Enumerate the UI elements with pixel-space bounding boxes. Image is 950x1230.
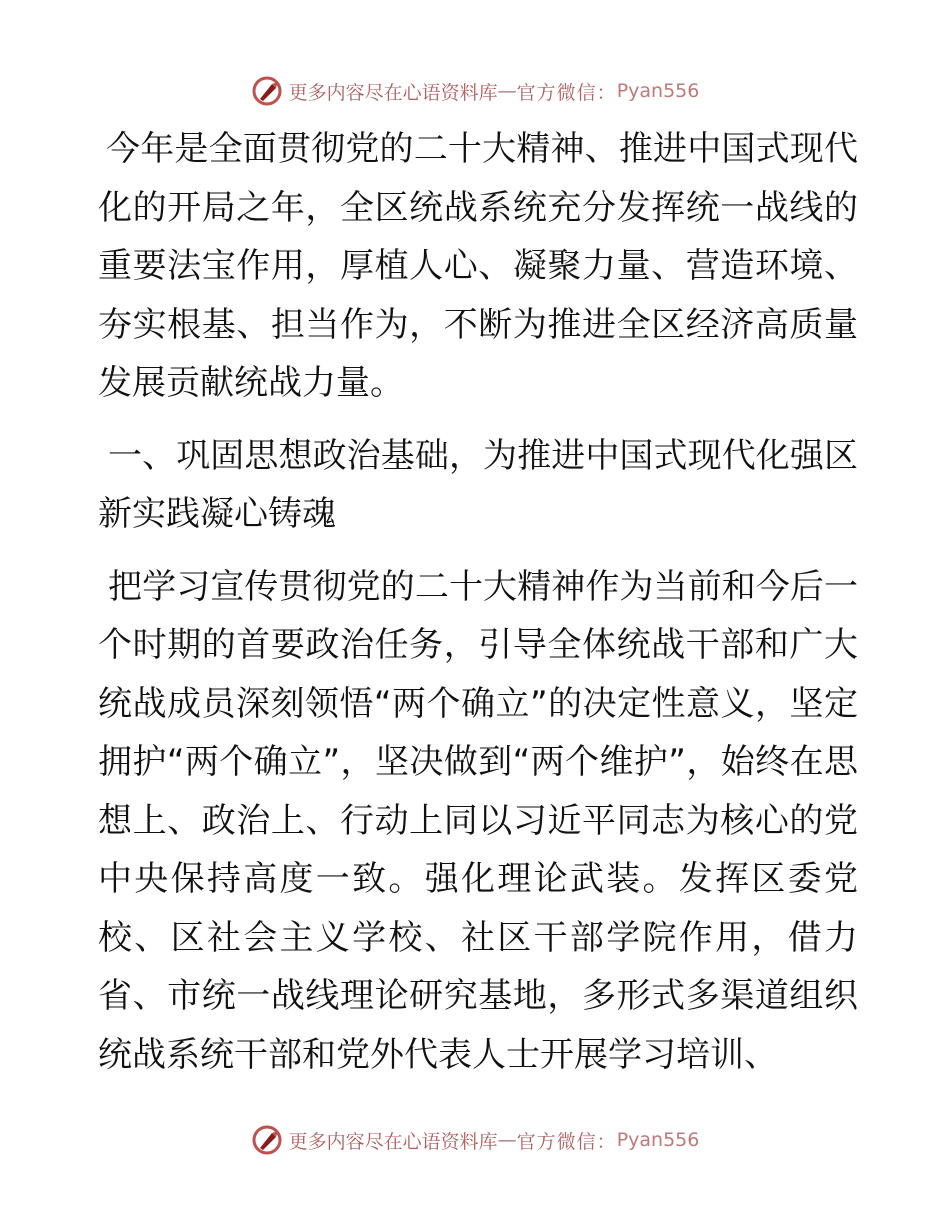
wechat-label: 官方微信： bbox=[516, 1130, 617, 1153]
wechat-id: Pyan556 bbox=[616, 1129, 700, 1151]
banner-text: 更多内容尽在心语资料库 bbox=[288, 81, 498, 104]
section-heading: 一、巩固思想政治基础，为推进中国式现代化强区新实践凝心铸魂 bbox=[98, 435, 858, 534]
document-body bbox=[98, 120, 858, 1084]
wechat-id: Pyan556 bbox=[616, 80, 700, 102]
pen-nib-logo-icon bbox=[251, 1124, 283, 1156]
intro-paragraph: 今年是全面贯彻党的二十大精神、推进中国式现代化的开局之年，全区统战系统充分发挥统一战线的重要法宝作用，厚植人心、凝聚力量、营造环境、夯实根基、担当作为，不断为推进全区经济高质量发展贡献统战力量。 bbox=[98, 129, 858, 403]
banner-text: 更多内容尽在心语资料库 bbox=[288, 1130, 498, 1153]
footer-watermark bbox=[0, 1120, 950, 1160]
section-paragraph: 把学习宣传贯彻党的二十大精神作为当前和今后一个时期的首要政治任务，引导全体统战干部和广大统战成员深刻领悟“两个确立”的决定性意义，坚定拥护“两个确立”，坚决做到“两个维护”，始终在思想上、政治上、行动上同以习近平同志为核心的党中央保持高度一致。强化理论武装。发挥区委党校、区社会主义学校、社区干部学院作用，借力省、市统一战线理论研究基地，多形式多渠道组织统战系统干部和党外代表人士开展学习培训、 bbox=[98, 566, 858, 1075]
wechat-label: 官方微信： bbox=[516, 81, 617, 104]
pen-nib-logo-icon bbox=[251, 75, 283, 107]
banner-separator: — bbox=[497, 80, 517, 102]
header-watermark bbox=[0, 71, 950, 111]
banner-separator: — bbox=[497, 1129, 517, 1151]
